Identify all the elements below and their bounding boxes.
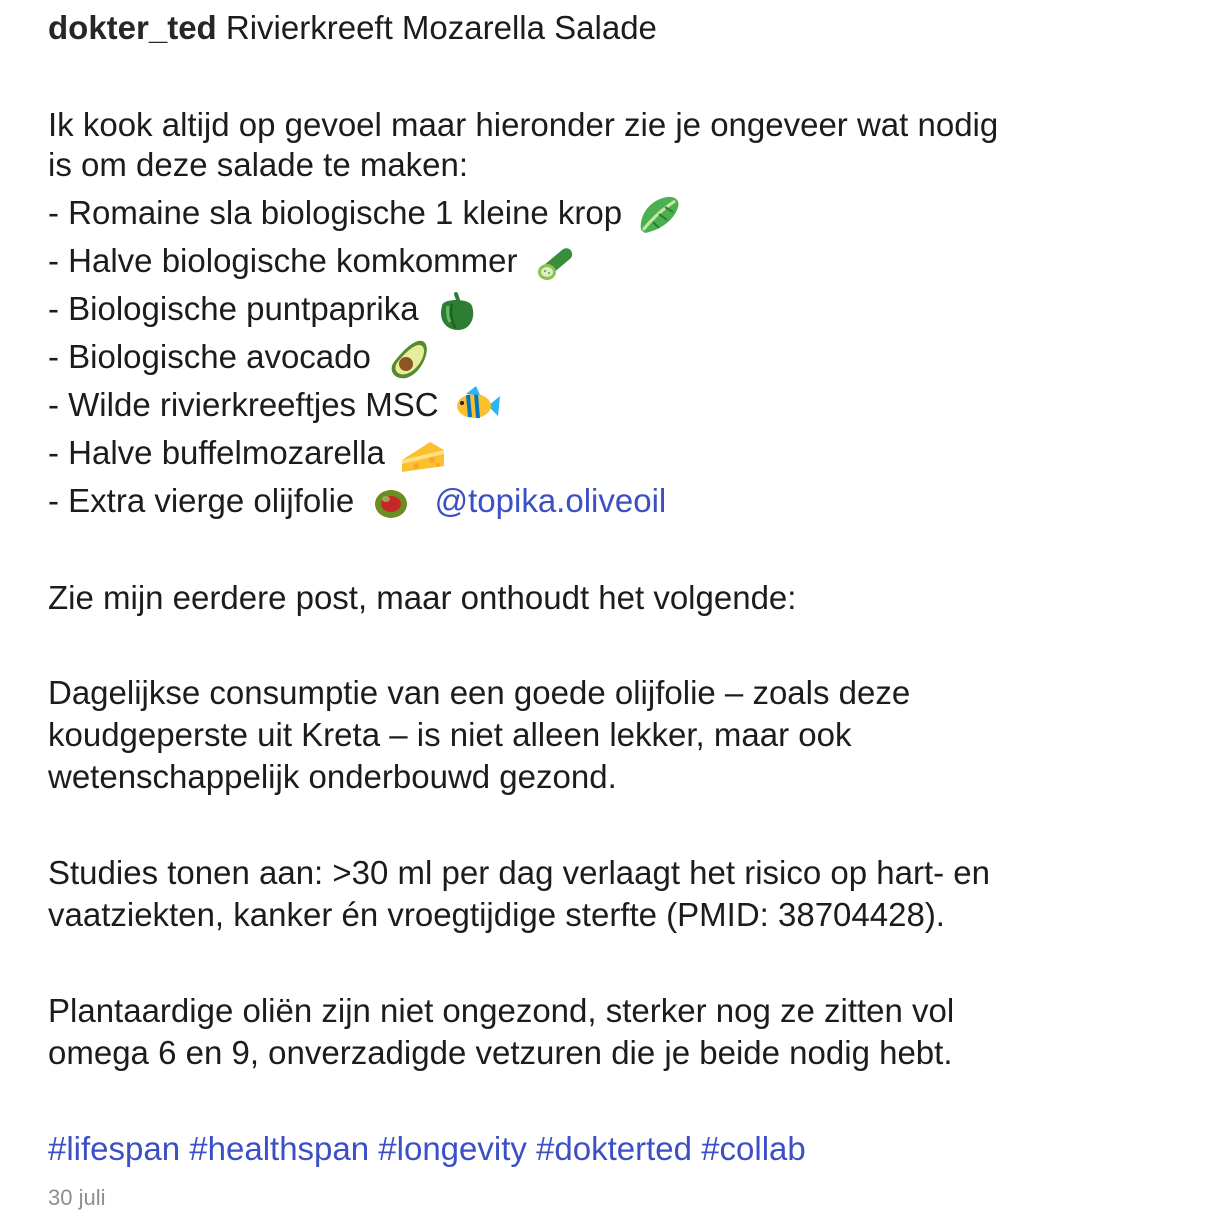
ingredient-item: - Halve biologische komkommer [48, 237, 579, 285]
post-date: 30 juli [48, 1185, 106, 1210]
ingredient-item: - Biologische avocado [48, 333, 432, 381]
ingredient-item: - Extra vierge olijfolie @topika.oliveoil [48, 477, 666, 525]
cheese-icon [400, 434, 446, 476]
username-link[interactable]: dokter_ted [48, 9, 217, 46]
hashtag-link[interactable]: #healthspan [189, 1130, 370, 1167]
cucumber-icon [533, 242, 579, 284]
hashtag-link[interactable]: #collab [701, 1130, 806, 1167]
post-title: Rivierkreeft Mozarella Salade [225, 9, 657, 46]
mention-link[interactable]: @topika.oliveoil [434, 482, 667, 519]
ingredient-item: - Romaine sla biologische 1 kleine krop [48, 189, 683, 237]
paragraph-consumption-line: koudgeperste uit Kreta – is niet alleen lekker, maar ook [48, 716, 852, 753]
paragraph-consumption-line: wetenschappelijk onderbouwd gezond. [48, 758, 617, 795]
olive-icon [369, 482, 415, 524]
paragraph-studies-line: Studies tonen aan: >30 ml per dag verlaagt het risico op hart- en [48, 854, 990, 891]
avocado-icon [386, 338, 432, 380]
ingredient-item: - Biologische puntpaprika [48, 285, 480, 333]
hashtag-link[interactable]: #lifespan [48, 1130, 181, 1167]
intro-line-1: Ik kook altijd op gevoel maar hieronder zie je ongeveer wat nodig [48, 106, 999, 143]
intro-line-2: is om deze salade te maken: [48, 146, 469, 183]
paragraph-plant-oil-line: omega 6 en 9, onverzadigde vetzuren die je beide nodig hebt. [48, 1034, 953, 1071]
lettuce-icon [637, 194, 683, 236]
hashtags [48, 1125, 806, 1173]
hashtag-link[interactable]: #dokterted [536, 1130, 693, 1167]
paragraph-plant-oil-line: Plantaardige oliën zijn niet ongezond, sterker nog ze zitten vol [48, 992, 955, 1029]
hashtag-link[interactable]: #longevity [378, 1130, 527, 1167]
bell-pepper-icon [434, 290, 480, 332]
paragraph-studies-line: vaatziekten, kanker én vroegtijdige sterfte (PMID: 38704428). [48, 896, 945, 933]
paragraph-consumption-line: Dagelijkse consumptie van een goede olijfolie – zoals deze [48, 674, 911, 711]
caption-header [48, 4, 657, 52]
ingredient-item: - Wilde rivierkreeftjes MSC [48, 381, 500, 429]
tropical-fish-icon [454, 386, 500, 428]
ingredient-item: - Halve buffelmozarella [48, 429, 446, 477]
paragraph-previous-post: Zie mijn eerdere post, maar onthoudt het volgende: [48, 579, 797, 616]
